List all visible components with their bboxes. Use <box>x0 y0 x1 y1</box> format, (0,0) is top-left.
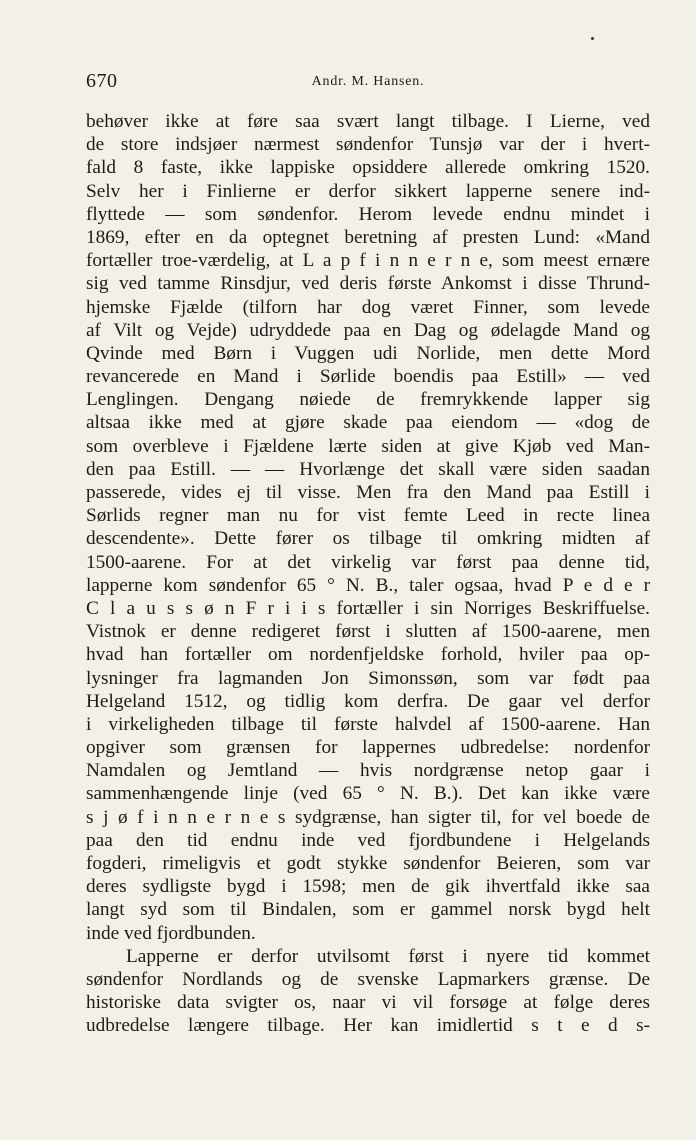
text-line: den paa Estill. — — Hvorlænge det skall være siden saadan <box>86 458 650 480</box>
text-line: som overbleve i Fjældene lærte siden at give Kjøb ved Man- <box>86 435 650 457</box>
text-line: i virkeligheden tilbage til første halvdel af 1500-aarene. Han <box>86 713 650 735</box>
text-line: Selv her i Finlierne er derfor sikkert lapperne senere ind- <box>86 180 650 202</box>
text-line: lysninger fra lagmanden Jon Simonssøn, som var født paa <box>86 667 650 689</box>
text-line: revancerede en Mand i Sørlide boendis paa Estill» — ved <box>86 366 650 388</box>
text-line: fald 8 faste, ikke lappiske opsiddere allerede omkring 1520. <box>86 157 650 179</box>
text-line: descendente». Dette fører os tilbage til omkring midten af <box>86 528 650 550</box>
text-line: historiske data svigter os, naar vi vil forsøge at følge deres <box>86 992 650 1014</box>
text-line: s j ø f i n n e r n e s sydgrænse, han sigter til, for vel boede de <box>86 806 650 828</box>
text-line: langt syd som til Bindalen, som er gammel norsk bygd helt <box>86 899 650 921</box>
text-line: Vistnok er denne redigeret først i slutten af 1500-aarene, men <box>86 621 650 643</box>
text-line: fortæller troe-værdelig, at L a p f i n n e r n e, som meest ernære <box>86 250 650 272</box>
text-line: hvad han fortæller om nordenfjeldske forhold, hviler paa op- <box>86 644 650 666</box>
text-line: C l a u s s ø n F r i i s fortæller i sin Norriges Beskriffuelse. <box>86 597 650 619</box>
text-line: sig ved tamme Rinsdjur, ved deris første Ankomst i disse Thrund- <box>86 273 650 295</box>
text-line: sammenhængende linje (ved 65 ° N. B.). Det kan ikke være <box>86 783 650 805</box>
text-line: lapperne kom søndenfor 65 ° N. B., taler ogsaa, hvad P e d e r <box>86 574 650 596</box>
text-line: Lapperne er derfor utvilsomt først i nyere tid kommet <box>126 945 650 967</box>
body-text <box>86 110 650 1038</box>
speck-mark <box>591 37 594 40</box>
text-line: opgiver som grænsen for lappernes udbredelse: nordenfor <box>86 737 650 759</box>
text-line: Lenglingen. Dengang nøiede de fremrykkende lapper sig <box>86 389 650 411</box>
text-line: Sørlids regner man nu for vist femte Leed in recte linea <box>86 505 650 527</box>
text-line: inde ved fjordbunden. <box>86 922 256 944</box>
paragraph <box>86 110 650 945</box>
text-line: 1869, efter en da optegnet beretning af presten Lund: «Mand <box>86 226 650 248</box>
text-line: behøver ikke at føre saa svært langt tilbage. I Lierne, ved <box>86 111 650 132</box>
text-line: af Vilt og Vejde) udryddede paa en Dag og ødelagde Mand og <box>86 319 650 341</box>
text-line: fogderi, rimeligvis et godt stykke søndenfor Beieren, som var <box>86 853 650 874</box>
text-line: 1500-aarene. For at det virkelig var først paa denne tid, <box>86 551 650 573</box>
text-line: hjemske Fjælde (tilforn har dog været Finner, som levede <box>86 296 650 318</box>
paragraph <box>86 945 650 1038</box>
text-line: altsaa ikke med at gjøre skade paa eiendom — «dog de <box>86 412 650 434</box>
text-line: søndenfor Nordlands og de svenske Lapmarkers grænse. De <box>86 968 650 990</box>
text-line: flyttede — som søndenfor. Herom levede endnu mindet i <box>86 203 650 225</box>
text-line: de store indsjøer nærmest søndenfor Tunsjø var der i hvert- <box>86 134 650 156</box>
text-line: udbredelse længere tilbage. Her kan imidlertid s t e d s- <box>86 1015 650 1037</box>
running-head: Andr. M. Hansen. <box>311 74 425 89</box>
page-number: 670 <box>86 70 118 92</box>
text-line: Qvinde med Børn i Vuggen udi Norlide, men dette Mord <box>86 342 650 364</box>
text-line: deres sydligste bygd i 1598; men de gik ihvertfald ikke saa <box>86 876 650 898</box>
text-line: Helgeland 1512, og tidlig kom derfra. De gaar vel derfor <box>86 690 650 712</box>
text-line: passerede, vides ej til visse. Men fra den Mand paa Estill i <box>86 482 650 503</box>
text-line: Namdalen og Jemtland — hvis nordgrænse netop gaar i <box>86 760 650 782</box>
text-line: paa den tid endnu inde ved fjordbundene i Helgelands <box>86 829 650 851</box>
page-header <box>86 70 650 94</box>
